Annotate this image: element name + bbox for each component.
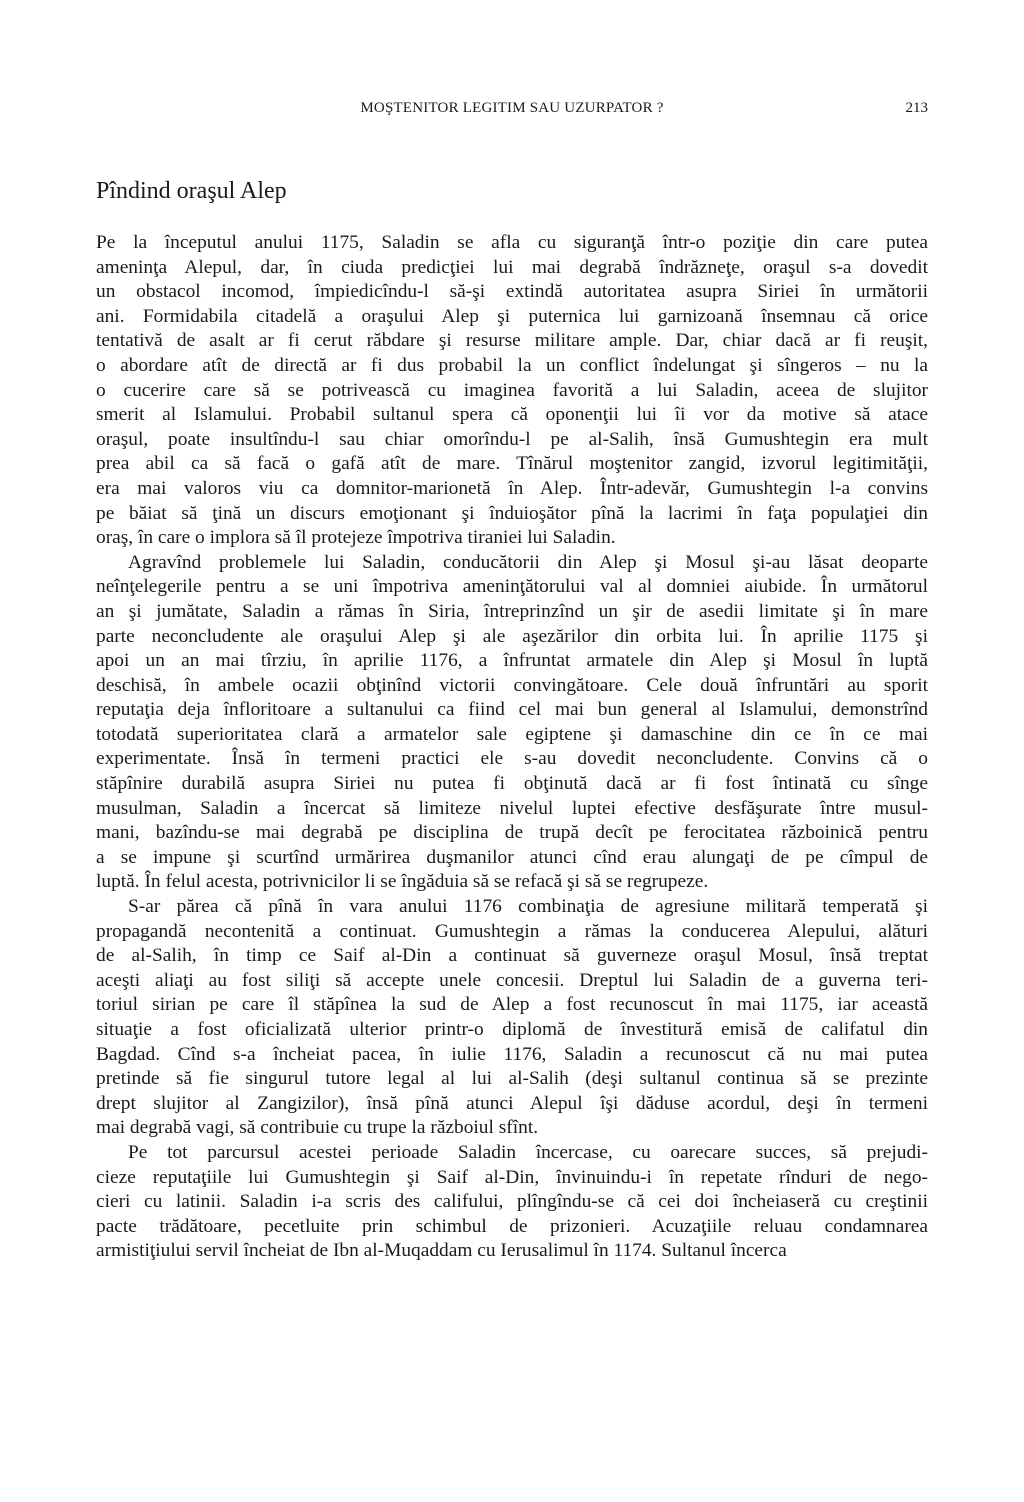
- text-line: un obstacol incomod, împiedicîndu-l să-şi extindă autoritatea asupra Siriei în următorii: [96, 281, 928, 303]
- text-line: era mai valoros viu ca domnitor-marionetă în Alep. Într-adevăr, Gumushtegin l-a convins: [96, 477, 928, 499]
- text-line: armistiţiului servil încheiat de Ibn al-Muqaddam cu Ierusalimul în 1174. Sultanul încerca: [96, 1240, 787, 1262]
- text-line: apoi un an mai tîrziu, în aprilie 1176, a înfruntat armatele din Alep şi Mosul în luptă: [96, 650, 928, 672]
- body-text: [96, 231, 928, 1264]
- text-line: Pe tot parcursul acestei perioade Saladin încercase, cu oarecare succes, să prejudi-: [128, 1141, 928, 1163]
- text-line: smerit al Islamului. Probabil sultanul spera că oponenţii lui îi vor da motive să atace: [96, 404, 928, 426]
- text-line: pretinde să fie singurul tutore legal al lui al-Salih (deşi sultanul continua să se prezinte: [96, 1068, 928, 1090]
- text-line: situaţie a fost oficializată ulterior printr-o diplomă de învestitură emisă de califatul din: [96, 1019, 928, 1040]
- text-line: an şi jumătate, Saladin a rămas în Siria, întreprinzînd un şir de asedii limitate şi în mare: [96, 600, 928, 622]
- text-line: aceşti aliaţi au fost siliţi să accepte unele concesii. Dreptul lui Saladin de a guverna teri-: [96, 969, 928, 991]
- text-line: cieri cu latinii. Saladin i-a scris des califului, plîngîndu-se că cei doi încheiaseră cu creştinii: [96, 1191, 928, 1213]
- text-line: o cucerire care să se potrivească cu imaginea favorită a lui Saladin, aceea de slujitor: [96, 379, 928, 401]
- text-line: Agravînd problemele lui Saladin, conducătorii din Alep şi Mosul şi-au lăsat deoparte: [128, 551, 928, 573]
- text-line: neînţelegerile pentru a se uni împotriva ameninţătorului val al domniei aiubide. În următorul: [96, 576, 928, 598]
- text-line: de al-Salih, în timp ce Saif al-Din a continuat să guverneze oraşul Mosul, însă treptat: [96, 945, 928, 967]
- text-line: stăpînire durabilă asupra Siriei nu putea fi obţinută dacă ar fi fost întinată cu sînge: [96, 773, 928, 795]
- text-line: deschisă, în ambele ocazii obţinînd victorii convingătoare. Cele două înfruntări au sporit: [96, 674, 928, 696]
- text-line: toriul sirian pe care îl stăpînea la sud de Alep a fost recunoscut în mai 1175, iar această: [96, 994, 928, 1016]
- running-title: MOŞTENITOR LEGITIM SAU UZURPATOR ?: [360, 100, 664, 116]
- paragraph: [96, 231, 928, 551]
- text-line: Bagdad. Cînd s-a încheiat pacea, în iulie 1176, Saladin a recunoscut că nu mai putea: [96, 1043, 928, 1065]
- running-header: [96, 100, 928, 124]
- text-line: oraşul, poate insultîndu-l sau chiar omorîndu-l pe al-Salih, însă Gumushtegin era mult: [96, 428, 928, 450]
- text-line: reputaţia deja înfloritoare a sultanului ca fiind cel mai bun general al Islamului, demonstrînd: [96, 699, 928, 721]
- text-line: prea abil ca să facă o gafă atît de mare. Tînărul moştenitor zangid, izvorul legitimităţii,: [96, 453, 928, 475]
- text-line: drept slujitor al Zangizilor), însă pînă atunci Alepul îşi dăduse acordul, deşi în termeni: [96, 1092, 928, 1114]
- text-line: experimentate. Însă în termeni practici ele s-au dovedit neconcludente. Convins că o: [96, 748, 928, 770]
- text-line: parte neconcludente ale oraşului Alep şi ale aşezărilor din orbita lui. În aprilie 1175 şi: [96, 625, 928, 647]
- text-line: cieze reputaţiile lui Gumushtegin şi Saif al-Din, învinuindu-i în repetate rînduri de nego-: [96, 1166, 928, 1188]
- paragraph: [96, 895, 928, 1141]
- text-line: S-ar părea că pînă în vara anului 1176 combinaţia de agresiune militară temperată şi: [128, 896, 928, 918]
- text-line: musulman, Saladin a încercat să limiteze nivelul luptei efective desfăşurate între musul-: [96, 797, 928, 819]
- text-line: mani, bazîndu-se mai degrabă pe disciplina de trupă decît pe ferocitatea războinică pentru: [96, 822, 928, 844]
- text-line: mai degrabă vagi, să contribuie cu trupe la războiul sfînt.: [96, 1117, 539, 1139]
- text-line: pacte trădătoare, pecetluite prin schimbul de prizonieri. Acuzaţiile reluau condamnarea: [96, 1215, 928, 1237]
- text-line: luptă. În felul acesta, potrivnicilor li se îngăduia să se refacă şi să se regrupeze.: [96, 871, 709, 893]
- text-line: Pe la începutul anului 1175, Saladin se afla cu siguranţă într-o poziţie din care putea: [96, 232, 928, 253]
- text-line: oraş, în care o implora să îl protejeze împotriva tiraniei lui Saladin.: [96, 527, 616, 549]
- text-line: ani. Formidabila citadelă a oraşului Alep şi puternica lui garnizoană însemnau că orice: [96, 305, 928, 327]
- text-line: ameninţa Alepul, dar, în ciuda predicţiei lui mai degrabă îndrăzneţe, oraşul s-a dovedit: [96, 256, 928, 278]
- text-line: o abordare atît de directă ar fi dus probabil la un conflict îndelungat şi sîngeros – nu la: [96, 354, 928, 376]
- section-heading: Pîndind oraşul Alep: [96, 178, 287, 204]
- text-line: propagandă necontenită a continuat. Gumushtegin a rămas la conducerea Alepului, alături: [96, 920, 928, 942]
- text-line: pe băiat să ţină un discurs emoţionant şi înduioşător pînă la lacrimi în faţa populaţiei din: [96, 502, 928, 524]
- paragraph: [96, 551, 928, 895]
- page-number: 213: [905, 100, 928, 116]
- text-line: totodată superioritatea clară a armatelor sale egiptene şi damaschine din ce în ce mai: [96, 723, 928, 745]
- text-line: a se impune şi scurtînd urmărirea duşmanilor atunci cînd erau alungaţi de pe cîmpul de: [96, 846, 928, 868]
- text-line: tentativă de asalt ar fi cerut răbdare şi resurse militare ample. Dar, chiar dacă ar fi reuşit,: [96, 330, 928, 352]
- paragraph: [96, 1141, 928, 1264]
